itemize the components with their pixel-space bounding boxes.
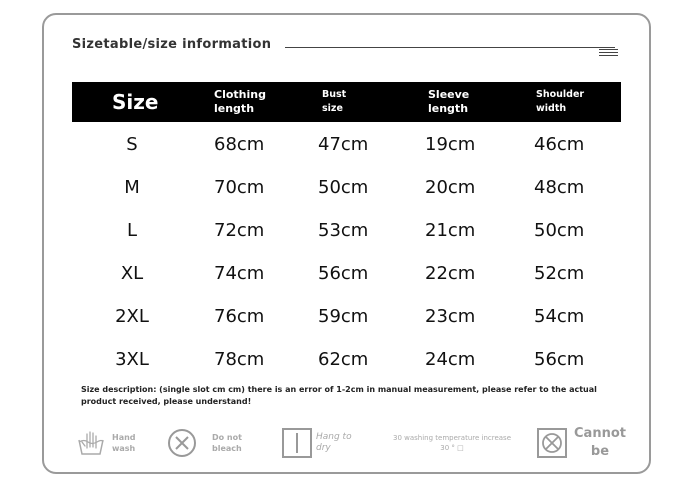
wash-temperature-label: 30 washing temperature increase 30 ° □ xyxy=(393,434,512,452)
cell-shoulder-width: 54cm xyxy=(534,306,585,327)
cell-sleeve-length: 21cm xyxy=(425,220,476,241)
table-header xyxy=(72,82,621,122)
page-title: Sizetable/size information xyxy=(72,37,272,52)
cell-bust-size: 53cm xyxy=(318,220,369,241)
cell-clothing-length: 68cm xyxy=(214,134,265,155)
size-note: Size description: (single slot cm cm) there is an error of 1-2cm in manual measurement, please refer to the actual product received, please understand! xyxy=(81,385,597,406)
care-no-bleach xyxy=(166,425,242,461)
header-sleeve-length: Sleeve length xyxy=(428,88,470,115)
table-row xyxy=(72,166,621,209)
cell-size: XL xyxy=(120,263,144,284)
cell-clothing-length: 72cm xyxy=(214,220,265,241)
cell-sleeve-length: 19cm xyxy=(425,134,476,155)
cell-bust-size: 62cm xyxy=(318,349,369,370)
cell-bust-size: 56cm xyxy=(318,263,369,284)
cell-size: M xyxy=(124,177,140,198)
cell-bust-size: 59cm xyxy=(318,306,369,327)
cell-sleeve-length: 20cm xyxy=(425,177,476,198)
cell-shoulder-width: 48cm xyxy=(534,177,585,198)
table-row xyxy=(72,123,621,166)
header-shoulder-width: Shoulder width xyxy=(536,89,585,114)
title-divider xyxy=(285,47,615,48)
cell-size: 3XL xyxy=(115,349,149,370)
care-hand-wash xyxy=(76,425,136,461)
cell-shoulder-width: 56cm xyxy=(534,349,585,370)
cell-clothing-length: 76cm xyxy=(214,306,265,327)
care-hang-dry xyxy=(281,425,352,461)
table-row xyxy=(72,209,621,252)
no-bleach-icon xyxy=(166,427,198,459)
care-no-dryclean xyxy=(536,425,626,461)
cell-sleeve-length: 22cm xyxy=(425,263,476,284)
cell-bust-size: 47cm xyxy=(318,134,369,155)
table-row xyxy=(72,338,621,381)
table-row xyxy=(72,295,621,338)
cell-sleeve-length: 23cm xyxy=(425,306,476,327)
hang-dry-label: Hang to dry xyxy=(316,432,352,453)
cell-size: 2XL xyxy=(115,306,149,327)
care-wash-temperature xyxy=(393,425,511,461)
cell-shoulder-width: 52cm xyxy=(534,263,585,284)
cell-size: L xyxy=(126,220,138,241)
no-bleach-label: Do not bleach xyxy=(212,433,242,453)
cell-shoulder-width: 50cm xyxy=(534,220,585,241)
cell-clothing-length: 78cm xyxy=(214,349,265,370)
no-dryclean-label: Cannot be xyxy=(574,426,626,459)
hand-wash-label: Hand wash xyxy=(112,433,136,453)
header-size: Size xyxy=(112,90,159,114)
cell-shoulder-width: 46cm xyxy=(534,134,585,155)
table-row xyxy=(72,252,621,295)
cell-bust-size: 50cm xyxy=(318,177,369,198)
cell-sleeve-length: 24cm xyxy=(425,349,476,370)
cell-clothing-length: 70cm xyxy=(214,177,265,198)
header-clothing-length: Clothing length xyxy=(214,88,266,115)
menu-lines-icon xyxy=(599,49,618,57)
header-bust-size: Bust size xyxy=(322,89,347,114)
cell-size: S xyxy=(126,134,138,155)
cell-clothing-length: 74cm xyxy=(214,263,265,284)
hand-wash-icon xyxy=(76,428,106,458)
hang-dry-icon xyxy=(281,427,313,459)
no-dryclean-icon xyxy=(536,427,568,459)
